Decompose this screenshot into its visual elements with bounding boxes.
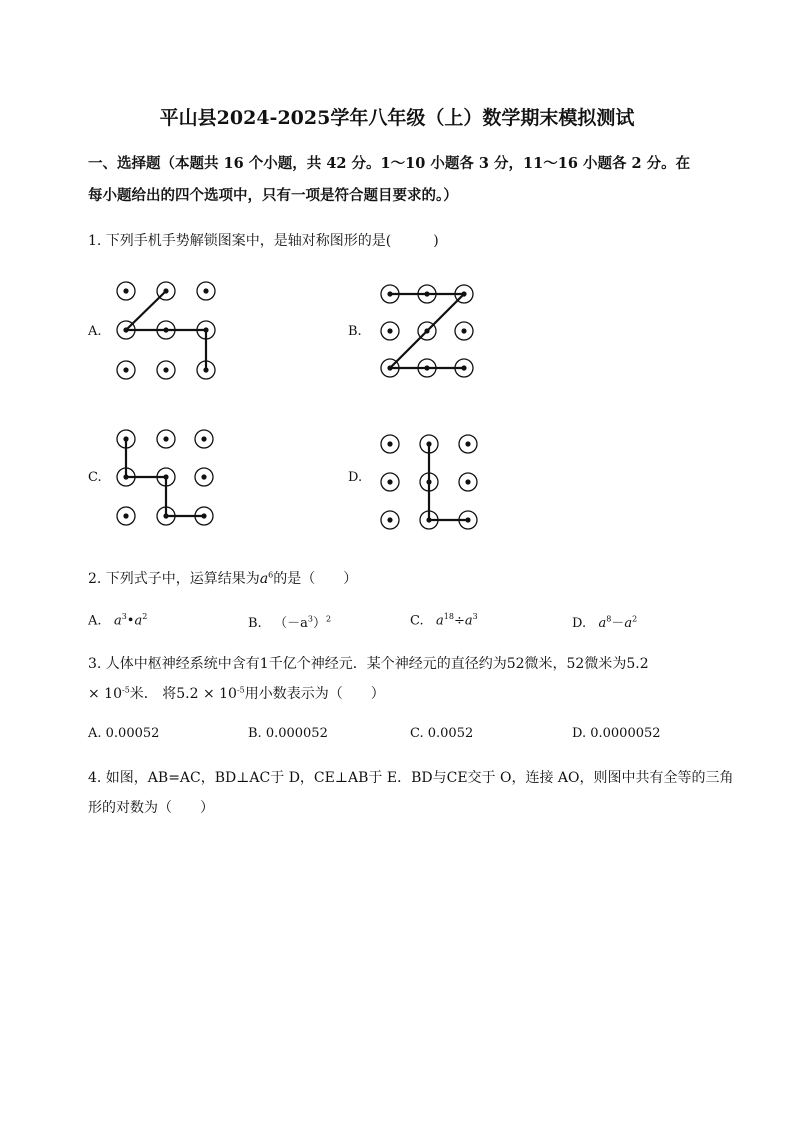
q3-line2-exp2: -5 <box>236 685 245 695</box>
q2-option-b-label: B. <box>248 616 262 631</box>
q2-option-d <box>572 612 637 631</box>
q1-pattern-b <box>374 278 494 388</box>
question-3-line2 <box>88 683 385 703</box>
q3-line2-a: × 10 <box>88 686 122 702</box>
q2-a-exp2: 2 <box>142 612 148 621</box>
q2-option-d-label: D. <box>572 616 587 631</box>
q2-a-exp1: 3 <box>121 612 127 621</box>
q2-c-exp1: 18 <box>443 612 454 621</box>
q3-line2-b: 米． 将5.2 × 10 <box>129 686 237 702</box>
q2-option-b <box>248 612 331 631</box>
section-heading-line1: 一、选择题（本题共 16 个小题，共 42 分。1～10 小题各 3 分，11～16 小题各 2 分。在 <box>88 155 691 172</box>
q1-option-d-label: D. <box>348 470 363 485</box>
question-4-line1: 4. 如图，AB=AC，BD⊥AC于 D，CE⊥AB于 E．BD与CE交于 O，连接 AO，则图中共有全等的三角 <box>88 770 734 786</box>
q1-option-b-label: B. <box>348 324 362 339</box>
q2-b-text: （－a <box>274 616 308 631</box>
q1-pattern-a <box>110 275 230 385</box>
q1-option-a-label: A. <box>88 324 102 339</box>
section-heading-line2: 每小题给出的四个选项中，只有一项是符合题目要求的。） <box>88 187 458 204</box>
q2-option-c <box>410 612 478 628</box>
q3-line2-c: 用小数表示为（ ） <box>244 686 385 702</box>
question-2-stem <box>88 568 357 588</box>
q2-d-base2: a <box>624 616 633 631</box>
question-4-line2: 形的对数为（ ） <box>88 800 214 816</box>
q3-line2-exp: -5 <box>122 685 130 695</box>
q3-option-d: D. 0.0000052 <box>572 726 661 741</box>
q1-pattern-c <box>110 423 230 533</box>
q3-option-b: B. 0.000052 <box>248 726 328 741</box>
page-title: 平山县2024-2025学年八年级（上）数学期末模拟测试 <box>159 107 635 129</box>
q2-stem-var: a <box>259 571 269 587</box>
q2-c-base1: a <box>436 613 444 629</box>
q2-d-exp2: 2 <box>632 614 638 624</box>
q2-b-exp2: 2 <box>325 614 332 624</box>
q2-d-op: － <box>611 616 625 631</box>
q2-a-op: • <box>126 613 135 629</box>
q2-stem-exp: 6 <box>268 570 274 580</box>
question-1-stem: 1. 下列手机手势解锁图案中，是轴对称图形的是( ) <box>88 233 439 249</box>
q3-option-a: A. 0.00052 <box>88 726 160 741</box>
q2-d-exp1: 8 <box>606 614 612 624</box>
q1-pattern-d <box>374 428 494 538</box>
question-3-line1: 3. 人体中枢神经系统中含有1千亿个神经元．某个神经元的直径约为52微米，52微米为5.2 <box>88 656 649 672</box>
q2-b-close: ） <box>312 616 326 631</box>
q2-a-base1: a <box>113 613 122 629</box>
q2-option-a <box>88 612 147 628</box>
q2-c-base2: a <box>464 613 473 629</box>
q2-d-base1: a <box>598 616 607 631</box>
q3-option-c: C. 0.0052 <box>410 726 474 741</box>
q2-a-base2: a <box>134 613 143 629</box>
q2-stem-suffix: 的是（ ） <box>273 571 358 587</box>
q2-c-exp2: 3 <box>472 612 478 621</box>
q2-b-exp1: 3 <box>307 614 313 624</box>
q2-c-op: ÷ <box>453 613 465 629</box>
q1-option-c-label: C. <box>88 470 102 485</box>
q2-stem-prefix: 2. 下列式子中，运算结果为 <box>88 571 260 587</box>
q2-option-c-label: C. <box>410 613 424 629</box>
q2-option-a-label: A. <box>88 613 102 629</box>
